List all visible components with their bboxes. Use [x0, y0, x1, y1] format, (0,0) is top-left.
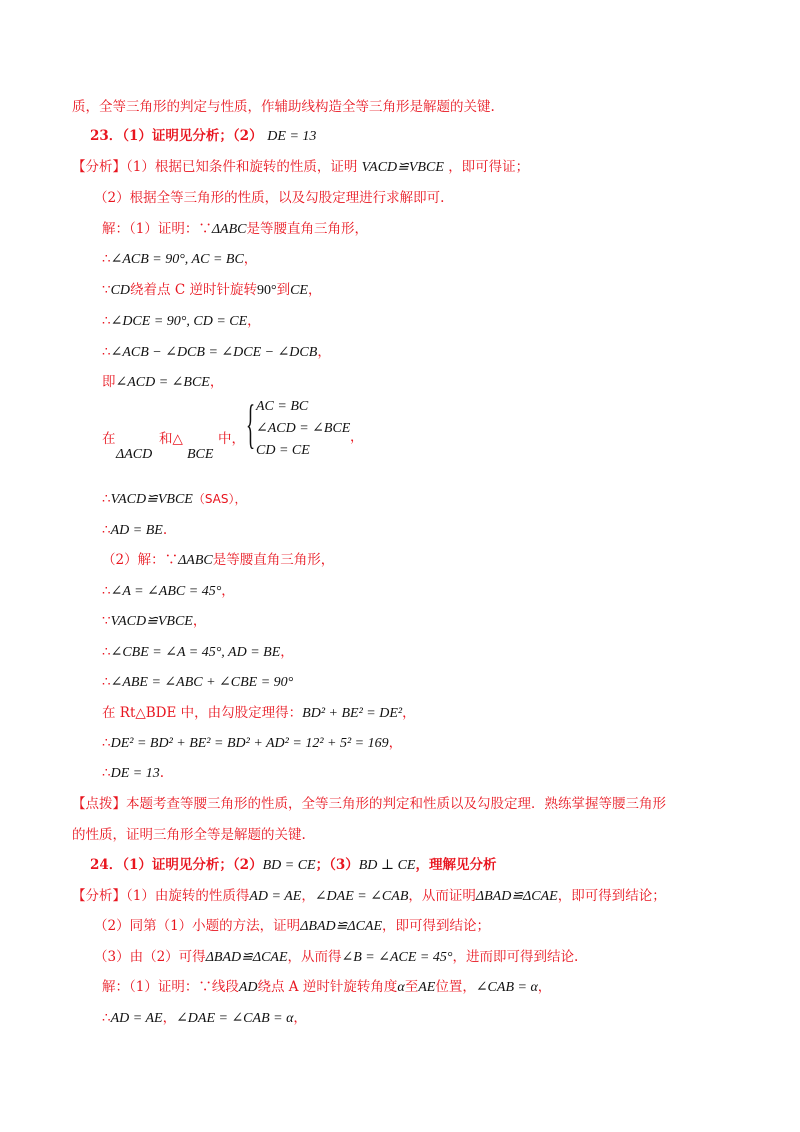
analysis-text: （2）同第（1）小题的方法，证明	[94, 918, 301, 934]
punctuation: ，	[162, 1010, 177, 1026]
text-line	[72, 98, 495, 116]
solution-line	[102, 764, 164, 783]
math-expression: 90°	[256, 283, 277, 298]
math-expression: ∠ABE = ∠ABC + ∠CBE = 90°	[110, 675, 294, 690]
therefore-symbol: ∴	[102, 644, 111, 660]
punctuation: ，	[247, 313, 261, 329]
math-expression: α	[397, 980, 405, 995]
therefore-symbol: ∴	[102, 491, 111, 507]
solution-text: 绕着点 C 逆时针旋转	[130, 282, 257, 298]
math-expression: CE	[290, 283, 308, 298]
therefore-symbol: ∴	[102, 674, 111, 690]
solution-line	[102, 734, 402, 753]
punctuation: ，	[537, 979, 552, 995]
because-symbol: ∵	[102, 613, 111, 629]
analysis-line	[72, 158, 529, 177]
math-expression: CD	[110, 283, 131, 298]
analysis-line	[94, 917, 490, 936]
therefore-symbol: ∴	[102, 344, 111, 360]
analysis-text: 【分析】（1）根据已知条件和旋转的性质，证明	[72, 159, 358, 175]
math-expression: ∠DAE = ∠CAB	[314, 889, 409, 904]
punctuation: ，	[388, 735, 403, 751]
math-expression: AD = BE	[110, 523, 163, 538]
analysis-text: ，即可得到结论；	[382, 918, 491, 934]
math-expression: BCE	[187, 447, 214, 462]
solution-line	[102, 673, 293, 692]
math-expression: ∠CAB = α	[475, 980, 538, 995]
solution-text: 到	[276, 282, 291, 298]
solution-text: 是等腰直角三角形，	[246, 221, 369, 237]
solution-line	[102, 704, 416, 723]
math-expression: DE² = BD² + BE² = BD² + AD² = 12² + 5² = 169	[110, 736, 389, 751]
punctuation: ，	[221, 583, 235, 599]
analysis-text: ，即可得到结论；	[557, 888, 666, 904]
answer-23-header	[90, 127, 316, 146]
punctuation: ，	[301, 888, 315, 904]
solution-text: 和△	[159, 431, 183, 447]
therefore-symbol: ∴	[102, 583, 111, 599]
left-brace: {	[246, 394, 256, 454]
solution-text: 中，	[218, 431, 245, 447]
math-expression: ∠ACB − ∠DCB = ∠DCE − ∠DCB	[110, 345, 318, 360]
math-expression: DE = 13	[267, 129, 317, 144]
therefore-symbol: ∴	[102, 735, 111, 751]
math-expression: AD = AE	[249, 889, 302, 904]
solution-text: 解：（1）证明：∵线段	[102, 979, 239, 995]
math-expression: ∠B = ∠ACE = 45°	[341, 950, 453, 965]
solution-text: 绕点 A 逆时针旋转角度	[257, 979, 398, 995]
math-expression: ΔBAD≌ΔCAE	[205, 950, 288, 965]
math-expression: ΔACD	[116, 447, 153, 462]
solution-line	[102, 281, 321, 300]
analysis-text: ，从而证明	[408, 888, 476, 904]
answer-summary: ，理解见分析	[415, 857, 497, 873]
math-expression: ∠ACD = ∠BCE	[115, 375, 210, 390]
solution-text: 在 Rt△BDE 中，由勾股定理得：	[102, 705, 303, 721]
punctuation: ，	[402, 705, 416, 721]
punctuation: ，	[192, 613, 207, 629]
math-expression: ∠A = ∠ABC = 45°	[110, 584, 222, 599]
math-expression: VACD≌VBCE	[110, 492, 193, 507]
analysis-text: 【分析】（1）由旋转的性质得	[72, 888, 250, 904]
solution-line	[102, 582, 235, 601]
math-expression: BD ⊥ CE	[358, 858, 416, 873]
punctuation: ，	[317, 344, 331, 360]
solution-text: （SAS），	[192, 492, 247, 506]
math-expression: ∠DCE = 90°, CD = CE	[110, 314, 248, 329]
answer-summary: ；（3）	[315, 857, 359, 873]
math-expression: ΔABC	[178, 553, 213, 568]
solution-line	[102, 220, 368, 239]
therefore-symbol: ∴	[102, 251, 111, 267]
remark-text: 的性质，证明三角形全等是解题的关键.	[72, 827, 306, 843]
math-expression: ∠ACB = 90°, AC = BC	[110, 252, 244, 267]
analysis-line	[94, 189, 444, 207]
solution-text: 即	[102, 374, 116, 390]
math-expression: AE	[418, 980, 436, 995]
math-expression: AD	[238, 980, 258, 995]
solution-text: 至	[404, 979, 419, 995]
solution-line	[102, 612, 206, 631]
math-expression: ∠CBE = ∠A = 45°, AD = BE	[110, 645, 281, 660]
answer-summary: 24．（1）证明见分析；（2）	[90, 857, 263, 873]
answer-24-header	[90, 856, 496, 875]
answer-summary: 23．（1）证明见分析；（2）	[90, 128, 263, 144]
paragraph-text: 质，全等三角形的判定与性质，作辅助线构造全等三角形是解题的关键.	[72, 99, 495, 115]
math-expression: ΔBAD≌ΔCAE	[300, 919, 383, 934]
punctuation: .	[159, 765, 164, 781]
analysis-text: （3）由（2）可得	[94, 949, 206, 965]
solution-line	[102, 250, 257, 269]
remark-line	[72, 826, 306, 844]
analysis-line	[94, 948, 578, 967]
analysis-text: ，即可得证；	[448, 159, 530, 175]
therefore-symbol: ∴	[102, 765, 111, 781]
solution-text: （2）解：∵	[102, 552, 179, 568]
remark-line	[72, 795, 666, 813]
solution-line	[102, 373, 223, 392]
solution-line	[102, 490, 247, 509]
solution-line	[102, 343, 331, 362]
solution-text: 解：（1）证明：∵	[102, 221, 212, 237]
solution-line	[102, 643, 294, 662]
punctuation: .	[162, 522, 168, 538]
punctuation: ，	[293, 1010, 307, 1026]
math-expression: ΔABC	[211, 222, 247, 237]
math-expression: VACD≌VBCE	[361, 160, 444, 175]
therefore-symbol: ∴	[102, 313, 111, 329]
remark-text: 【点拨】本题考查等腰三角形的性质，全等三角形的判定和性质以及勾股定理．熟练掌握等腰三角形	[72, 796, 666, 812]
system-equation: CD = CE	[256, 443, 310, 458]
punctuation: ，	[280, 644, 294, 660]
solution-text: 是等腰直角三角形，	[212, 552, 335, 568]
math-expression: BD = CE	[262, 858, 316, 873]
math-expression: ∠DAE = ∠CAB = α	[176, 1011, 294, 1026]
system-equation: AC = BC	[256, 399, 309, 414]
math-expression: ΔBAD≌ΔCAE	[475, 889, 558, 904]
solution-line	[102, 551, 334, 570]
therefore-symbol: ∴	[102, 522, 111, 538]
punctuation: ，	[350, 429, 364, 445]
analysis-line	[72, 887, 666, 906]
analysis-text: ，进而即可得到结论.	[452, 949, 579, 965]
punctuation: ，	[307, 282, 322, 298]
solution-text: 位置，	[435, 979, 476, 995]
solution-line	[102, 521, 167, 540]
math-expression: AD = AE	[110, 1011, 163, 1026]
because-symbol: ∵	[102, 282, 111, 298]
solution-text: 在	[102, 431, 116, 447]
punctuation: ，	[209, 374, 224, 390]
punctuation: ，	[243, 251, 258, 267]
math-expression: DE = 13	[110, 766, 160, 781]
analysis-text: ，从而得	[287, 949, 342, 965]
solution-line	[102, 312, 261, 331]
solution-line	[102, 978, 551, 997]
solution-line	[102, 1009, 307, 1028]
math-expression: BD² + BE² = DE²	[302, 706, 403, 721]
therefore-symbol: ∴	[102, 1010, 111, 1026]
math-expression: VACD≌VBCE	[110, 614, 193, 629]
analysis-text: （2）根据全等三角形的性质，以及勾股定理进行求解即可.	[94, 190, 445, 206]
system-equation: ∠ACD = ∠BCE	[256, 421, 351, 436]
